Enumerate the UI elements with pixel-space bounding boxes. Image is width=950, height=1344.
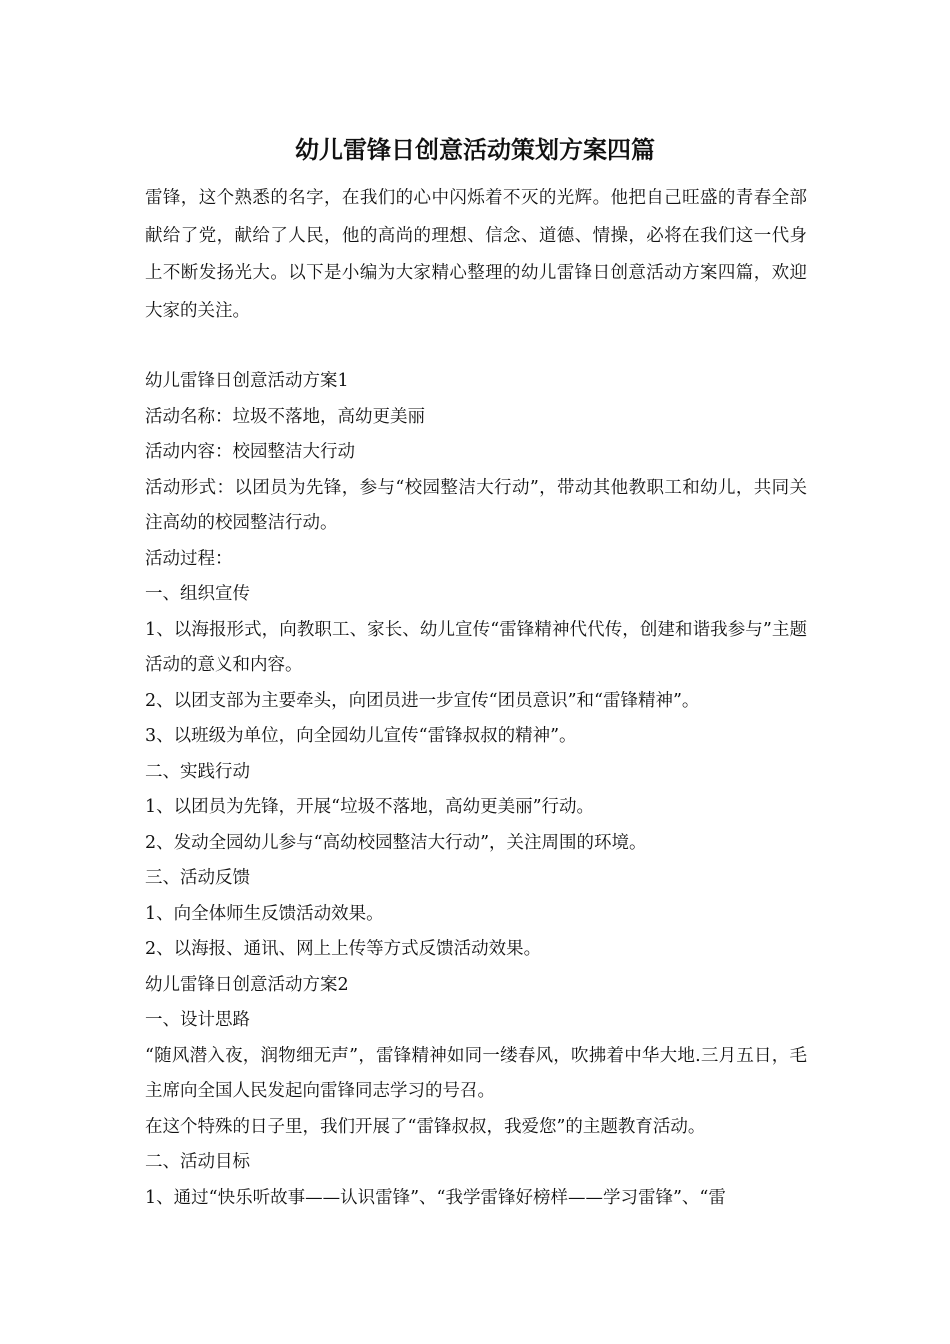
intro-paragraph: 雷锋，这个熟悉的名字，在我们的心中闪烁着不灭的光辉。他把自己旺盛的青春全部献给了党，献给了人民，他的高尚的理想、信念、道德、情操，必将在我们这一代身上不断发扬光大。以下是小编为大家精心整理的幼儿雷锋日创意活动方案四篇，欢迎大家的关注。 — [145, 188, 807, 321]
document-title: 幼儿雷锋日创意活动策划方案四篇 — [295, 135, 655, 164]
subheading-organize-publicity: 一、组织宣传 — [145, 584, 250, 604]
document-body — [145, 364, 807, 1216]
list-item: 2、以团支部为主要牵头，向团员进一步宣传“团员意识”和“雷锋精神”。 — [145, 690, 700, 711]
list-item: 1、以海报形式，向教职工、家长、幼儿宣传“雷锋精神代代传，创建和谐我参与”主题活动的意义和内容。 — [145, 619, 807, 675]
list-item: 1、以团员为先锋，开展“垃圾不落地，高幼更美丽”行动。 — [145, 797, 595, 817]
activity-process: 活动过程： — [145, 548, 233, 569]
list-item: 2、发动全园幼儿参与“高幼校园整洁大行动”，关注周围的环境。 — [145, 832, 647, 853]
subheading-practice-action: 二、实践行动 — [145, 761, 250, 782]
activity-content: 活动内容：校园整洁大行动 — [145, 442, 355, 462]
paragraph: 在这个特殊的日子里，我们开展了“雷锋叔叔，我爱您”的主题教育活动。 — [145, 1116, 706, 1137]
list-item: 1、通过“快乐听故事——认识雷锋”、“我学雷锋好榜样——学习雷锋”、“雷 — [145, 1187, 726, 1208]
section-heading-plan-1: 幼儿雷锋日创意活动方案1 — [145, 371, 349, 391]
subheading-activity-feedback: 三、活动反馈 — [145, 868, 250, 888]
paragraph: “随风潜入夜，润物细无声”，雷锋精神如同一缕春风，吹拂着中华大地.三月五日，毛主席向全国人民发起向雷锋同志学习的号召。 — [145, 1045, 807, 1101]
subheading-design-idea: 一、设计思路 — [145, 1010, 250, 1030]
activity-name: 活动名称：垃圾不落地，高幼更美丽 — [145, 406, 425, 427]
list-item: 1、向全体师生反馈活动效果。 — [145, 903, 384, 924]
subheading-activity-goals: 二、活动目标 — [145, 1152, 250, 1172]
list-item: 3、以班级为单位，向全园幼儿宣传“雷锋叔叔的精神”。 — [145, 726, 577, 746]
activity-form: 活动形式：以团员为先锋，参与“校园整洁大行动”，带动其他教职工和幼儿，共同关注高幼的校园整洁行动。 — [145, 477, 807, 533]
list-item: 2、以海报、通讯、网上上传等方式反馈活动效果。 — [145, 939, 542, 959]
section-heading-plan-2: 幼儿雷锋日创意活动方案2 — [145, 974, 349, 995]
